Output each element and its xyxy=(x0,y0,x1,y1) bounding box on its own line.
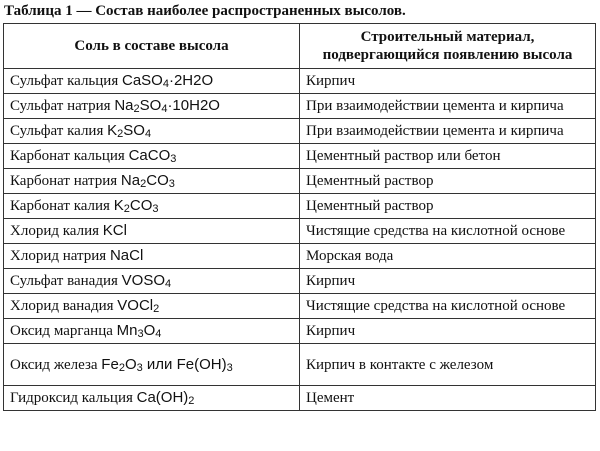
salt-name: Хлорид калия xyxy=(10,223,103,239)
salt-name: Сульфат калия xyxy=(10,123,108,139)
table-header-row xyxy=(4,24,596,69)
salt-name: Карбонат кальция xyxy=(10,148,129,164)
table-caption: Таблица 1 — Состав наиболее распространенных высолов. xyxy=(4,3,406,19)
salt-name: Хлорид ванадия xyxy=(10,298,118,314)
material-cell: Чистящие средства на кислотной основе xyxy=(300,294,596,319)
salt-formula: K2CO3 xyxy=(113,197,159,215)
table-row xyxy=(4,386,596,411)
table-row xyxy=(4,344,596,386)
material-cell: Морская вода xyxy=(300,244,596,269)
salt-cell xyxy=(4,94,300,119)
salt-formula: VOSO4 xyxy=(121,272,172,290)
salt-formula: Fe2O3 или Fe(OH)3 xyxy=(101,355,233,374)
salt-formula: K2SO4 xyxy=(107,122,152,140)
material-cell: Кирпич xyxy=(300,319,596,344)
salt-name: Гидроксид кальция xyxy=(10,390,137,406)
salt-cell xyxy=(4,319,300,344)
table-row xyxy=(4,169,596,194)
material-cell: Кирпич xyxy=(300,269,596,294)
salt-formula: CaCO3 xyxy=(128,147,177,165)
salt-cell xyxy=(4,269,300,294)
material-cell: Чистящие средства на кислотной основе xyxy=(300,219,596,244)
table-row xyxy=(4,94,596,119)
header-material: Строительный материал, подвергающийся появлению высола xyxy=(300,24,596,69)
table-row xyxy=(4,119,596,144)
salt-formula: Ca(OH)2 xyxy=(136,389,195,407)
salt-formula: VOCl2 xyxy=(117,297,160,315)
material-cell: Кирпич xyxy=(300,69,596,94)
salt-formula: NaCl xyxy=(109,247,144,264)
salt-name: Карбонат натрия xyxy=(10,173,121,189)
table-row xyxy=(4,219,596,244)
material-cell: Цементный раствор xyxy=(300,169,596,194)
salt-name: Сульфат ванадия xyxy=(10,273,122,289)
salt-cell xyxy=(4,344,300,386)
salt-name: Сульфат кальция xyxy=(10,73,122,89)
salt-cell xyxy=(4,69,300,94)
salt-cell xyxy=(4,194,300,219)
salt-name: Сульфат натрия xyxy=(10,98,115,114)
salt-name: Оксид марганца xyxy=(10,323,117,339)
table-row xyxy=(4,244,596,269)
salt-cell xyxy=(4,244,300,269)
table-row xyxy=(4,194,596,219)
material-cell: Кирпич в контакте с железом xyxy=(300,344,596,386)
salt-formula: Na2SO4·10H2O xyxy=(114,97,220,115)
salt-formula: Na2CO3 xyxy=(120,172,175,190)
salt-cell xyxy=(4,294,300,319)
salts-table xyxy=(3,23,596,411)
salt-formula: CaSO4·2H2O xyxy=(121,72,214,90)
table-row xyxy=(4,269,596,294)
salt-name: Карбонат калия xyxy=(10,198,114,214)
table-row xyxy=(4,319,596,344)
header-salt: Соль в составе высола xyxy=(4,24,300,69)
salt-cell xyxy=(4,119,300,144)
table-row xyxy=(4,144,596,169)
salt-cell xyxy=(4,169,300,194)
salt-name: Хлорид натрия xyxy=(10,248,110,264)
material-cell: При взаимодействии цемента и кирпича xyxy=(300,94,596,119)
material-cell: При взаимодействии цемента и кирпича xyxy=(300,119,596,144)
material-cell: Цементный раствор xyxy=(300,194,596,219)
table-row xyxy=(4,69,596,94)
salt-cell xyxy=(4,386,300,411)
material-cell: Цементный раствор или бетон xyxy=(300,144,596,169)
material-cell: Цемент xyxy=(300,386,596,411)
salt-name: Оксид железа xyxy=(10,356,102,373)
salt-cell xyxy=(4,219,300,244)
salt-cell xyxy=(4,144,300,169)
salt-formula: Mn3O4 xyxy=(116,322,162,340)
table-row xyxy=(4,294,596,319)
salt-formula: KCl xyxy=(102,222,127,239)
